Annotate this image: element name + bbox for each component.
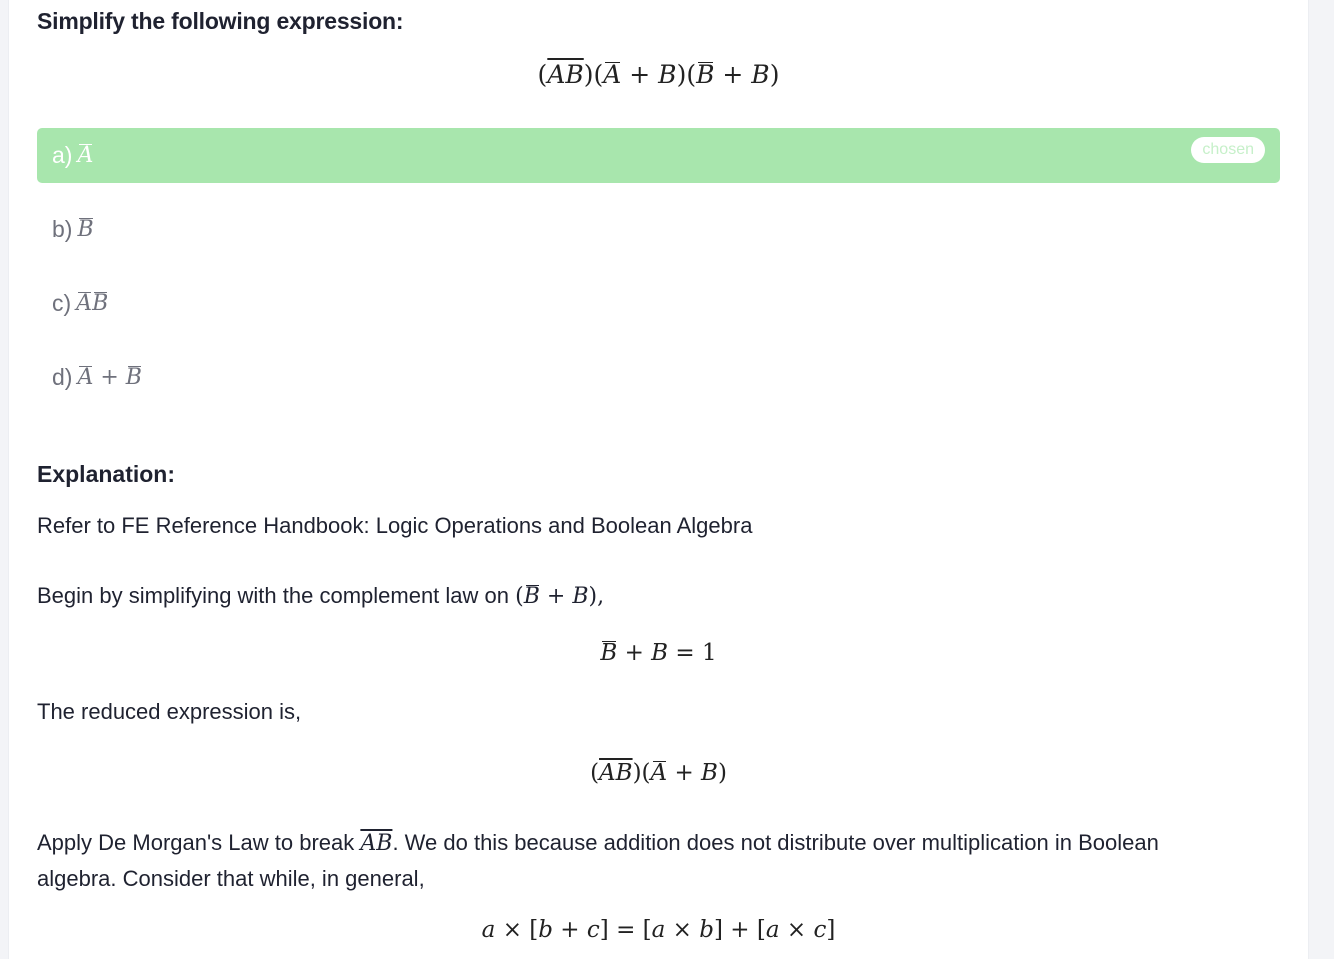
option-c[interactable] — [37, 276, 1280, 331]
step1-expression: (B + B), — [515, 584, 605, 609]
option-letter: b) — [52, 216, 73, 242]
chosen-badge: chosen — [1191, 137, 1265, 163]
option-value: AB — [76, 291, 109, 316]
demorgan-text-continued: . We do this because addition does not distribute over multiplication in Boolean — [392, 830, 1159, 855]
option-a[interactable] — [37, 128, 1280, 183]
explanation-heading: Explanation: — [37, 461, 176, 487]
question-title: Simplify the following expression: — [37, 8, 404, 34]
demorgan-term: $\overline{AB}$ — [360, 831, 393, 856]
step1-text: Begin by simplifying with the complement law on — [37, 583, 510, 608]
question-expression: $(\overline{AB})(A + B)(B + B)$ — [537, 60, 780, 89]
distribution-equation: a × [b + c] = [a × b] + [a × c] — [481, 917, 836, 943]
demorgan-text: Apply De Morgan's Law to break — [37, 830, 355, 855]
option-d[interactable] — [37, 350, 1280, 405]
option-value: A + B — [77, 365, 142, 390]
reduced-text: The reduced expression is, — [37, 699, 302, 724]
reference-text: Refer to FE Reference Handbook: Logic Operations and Boolean Algebra — [37, 513, 753, 538]
option-letter: d) — [52, 364, 73, 390]
option-value: A — [77, 143, 94, 168]
reduced-expression: $(\overline{AB})(A + B)$ — [590, 760, 727, 786]
step1-paragraph — [37, 583, 604, 609]
complement-equation: B + B = 1 — [600, 640, 717, 666]
option-letter: a) — [52, 142, 73, 168]
demorgan-text-line2: algebra. Consider that while, in general, — [37, 866, 425, 891]
option-value: B — [77, 217, 94, 242]
demorgan-paragraph — [37, 825, 1277, 896]
option-letter: c) — [52, 290, 72, 316]
option-b[interactable] — [37, 202, 1280, 257]
question-card — [8, 0, 1309, 959]
